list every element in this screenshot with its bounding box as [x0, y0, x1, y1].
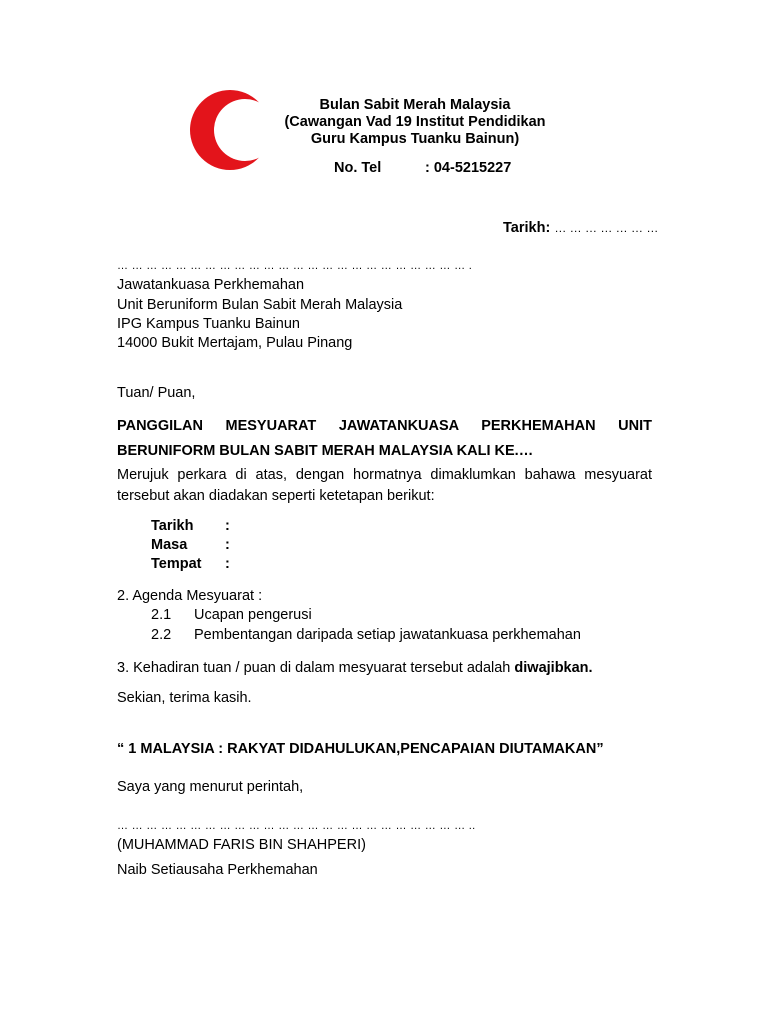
- subject-line-2: BERUNIFORM BULAN SABIT MERAH MALAYSIA KALI KE.…: [117, 443, 534, 459]
- recipient-line-1: Jawatankuasa Perkhemahan: [117, 277, 305, 293]
- detail-separator: :: [225, 518, 230, 534]
- detail-separator: :: [225, 556, 230, 572]
- tel-label: No. Tel: [334, 160, 382, 176]
- detail-row-place: [151, 556, 230, 572]
- attendance-text: 3. Kehadiran tuan / puan di dalam mesyuarat tersebut adalah: [117, 660, 515, 676]
- org-branch-line1: (Cawangan Vad 19 Institut Pendidikan: [284, 114, 546, 130]
- agenda-number: 2.2: [151, 627, 172, 643]
- recipient-dots: … … … … … … … … … … … … … … … … … … … … … … … … .: [117, 260, 473, 272]
- org-name: Bulan Sabit Merah Malaysia: [319, 97, 511, 113]
- detail-row-time: [151, 537, 230, 553]
- attendance-line: [117, 660, 593, 676]
- agenda-text: Pembentangan daripada setiap jawatankuasa perkhemahan: [194, 627, 581, 643]
- tel-value: : 04-5215227: [425, 160, 512, 176]
- crescent-shape: [190, 90, 270, 170]
- date-line: [503, 220, 658, 236]
- signatory-name: (MUHAMMAD FARIS BIN SHAHPERI): [117, 837, 366, 853]
- signoff: Saya yang menurut perintah,: [117, 779, 304, 795]
- agenda-text: Ucapan pengerusi: [194, 607, 312, 623]
- red-crescent-logo: [186, 86, 276, 176]
- signatory-title: Naib Setiausaha Perkhemahan: [117, 862, 318, 878]
- intro-line-2: tersebut akan diadakan seperti ketetapan berikut:: [117, 488, 435, 504]
- agenda-number: 2.1: [151, 607, 172, 623]
- org-branch-line2: Guru Kampus Tuanku Bainun): [310, 131, 520, 147]
- slogan: “ 1 MALAYSIA : RAKYAT DIDAHULUKAN,PENCAPAIAN DIUTAMAKAN”: [117, 741, 604, 757]
- detail-label: Tarikh: [151, 518, 194, 534]
- recipient-line-4: 14000 Bukit Mertajam, Pulau Pinang: [117, 335, 353, 351]
- recipient-line-3: IPG Kampus Tuanku Bainun: [117, 316, 300, 332]
- recipient-line-2: Unit Beruniform Bulan Sabit Merah Malaysia: [117, 297, 403, 313]
- detail-label: Masa: [151, 537, 188, 553]
- date-value: … … … … … … …: [554, 221, 659, 235]
- salutation: Tuan/ Puan,: [117, 385, 196, 401]
- closing: Sekian, terima kasih.: [117, 690, 252, 706]
- agenda-item-2: [151, 627, 581, 643]
- signature-dots: … … … … … … … … … … … … … … … … … … … … … … … … ..: [117, 820, 476, 832]
- date-label: Tarikh:: [503, 220, 551, 236]
- detail-separator: :: [225, 537, 230, 553]
- subject-line-1: PANGGILAN MESYUARAT JAWATANKUASA PERKHEMAHAN UNIT: [117, 418, 652, 434]
- detail-row-date: [151, 518, 230, 534]
- agenda-item-1: [151, 607, 312, 623]
- intro-line-1: Merujuk perkara di atas, dengan hormatnya dimaklumkan bahawa mesyuarat: [117, 467, 652, 483]
- agenda-heading: 2. Agenda Mesyuarat :: [117, 588, 263, 604]
- attendance-emphasis: diwajibkan.: [514, 660, 593, 676]
- detail-label: Tempat: [151, 556, 202, 572]
